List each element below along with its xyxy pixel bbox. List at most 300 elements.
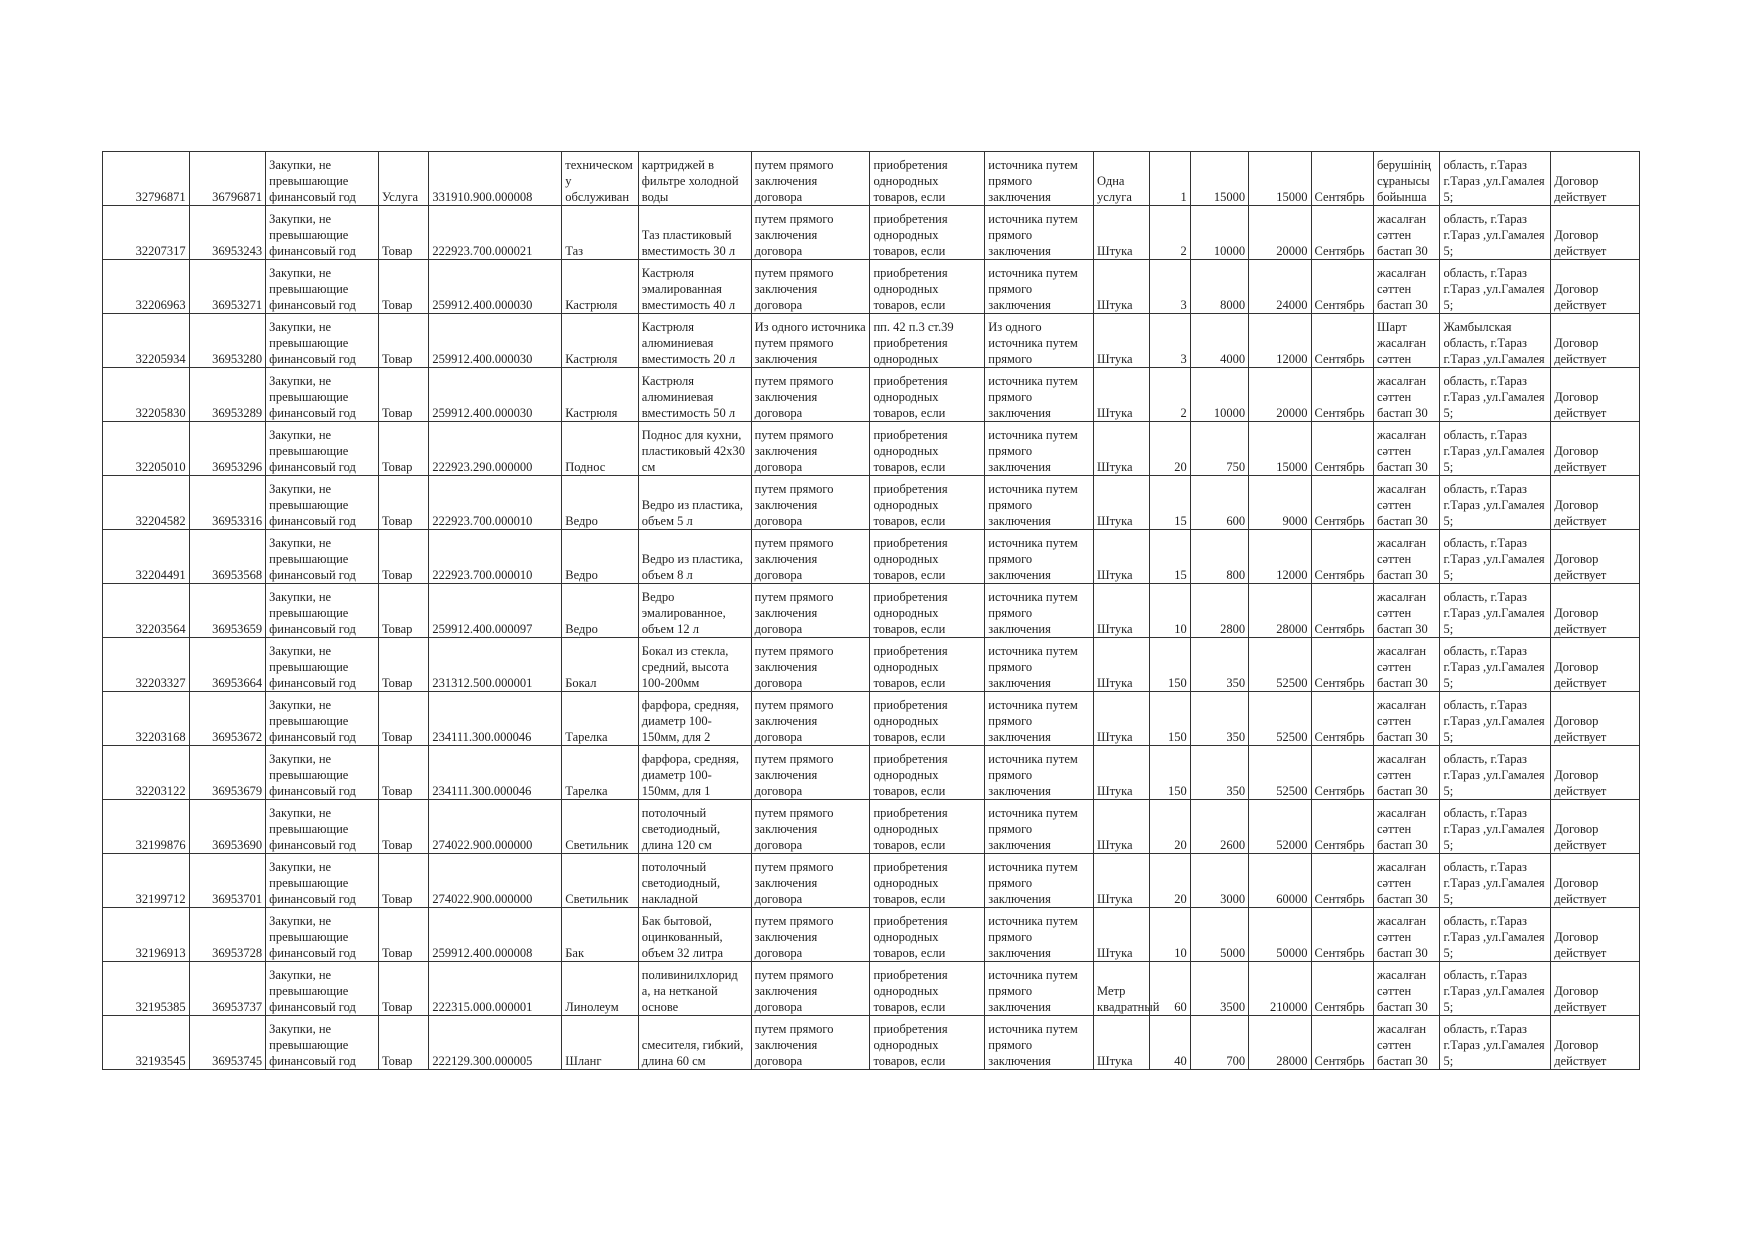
table-cell: область, г.Тараз г.Тараз ,ул.Гамалея 5;	[1440, 962, 1551, 1016]
table-cell: Товар	[378, 692, 428, 746]
table-cell: 12000	[1249, 314, 1311, 368]
table-cell: 28000	[1249, 584, 1311, 638]
table-cell: 36796871	[189, 152, 266, 206]
table-cell: Товар	[378, 584, 428, 638]
table-cell: Одна услуга	[1094, 152, 1150, 206]
table-cell: Договор действует	[1551, 368, 1640, 422]
table-cell: 32205934	[103, 314, 190, 368]
table-cell: 32205830	[103, 368, 190, 422]
table-cell: область, г.Тараз г.Тараз ,ул.Гамалея 5;	[1440, 908, 1551, 962]
table-cell: путем прямого заключения договора	[751, 530, 870, 584]
table-cell: Ведро из пластика, объем 8 л	[638, 530, 751, 584]
table-cell: 52500	[1249, 746, 1311, 800]
table-cell: Закупки, не превышающие финансовый год	[266, 800, 379, 854]
table-cell: 52000	[1249, 800, 1311, 854]
table-cell: Закупки, не превышающие финансовый год	[266, 368, 379, 422]
table-cell: Кастрюля эмалированная вместимость 40 л	[638, 260, 751, 314]
table-row	[103, 422, 1640, 476]
table-cell: 20	[1150, 854, 1190, 908]
table-cell: Сентябрь	[1311, 692, 1373, 746]
table-cell: источника путем прямого заключения	[985, 854, 1094, 908]
table-cell: путем прямого заключения договора	[751, 422, 870, 476]
table-cell: источника путем прямого заключения	[985, 476, 1094, 530]
table-cell: 32204582	[103, 476, 190, 530]
table-cell: 3	[1150, 260, 1190, 314]
table-cell: Сентябрь	[1311, 314, 1373, 368]
table-cell: 274022.900.000000	[429, 800, 562, 854]
table-cell: Бак	[562, 908, 639, 962]
table-cell: путем прямого заключения договора	[751, 152, 870, 206]
table-cell: Жамбылская область, г.Тараз г.Тараз ,ул.Гамалея	[1440, 314, 1551, 368]
table-cell: источника путем прямого заключения	[985, 152, 1094, 206]
table-cell: 3	[1150, 314, 1190, 368]
table-cell: смесителя, гибкий, длина 60 см	[638, 1016, 751, 1070]
table-cell: путем прямого заключения договора	[751, 584, 870, 638]
table-cell: путем прямого заключения договора	[751, 746, 870, 800]
table-cell: потолочный светодиодный, накладной	[638, 854, 751, 908]
table-cell: 222923.290.000000	[429, 422, 562, 476]
table-cell: источника путем прямого заключения	[985, 908, 1094, 962]
table-cell: 10000	[1190, 206, 1248, 260]
table-cell: 222315.000.000001	[429, 962, 562, 1016]
table-row	[103, 962, 1640, 1016]
table-cell: 10	[1150, 584, 1190, 638]
table-cell: Штука	[1094, 260, 1150, 314]
table-row	[103, 908, 1640, 962]
table-cell: Сентябрь	[1311, 206, 1373, 260]
table-cell: Закупки, не превышающие финансовый год	[266, 638, 379, 692]
table-cell: 150	[1150, 746, 1190, 800]
table-cell: Поднос	[562, 422, 639, 476]
table-cell: источника путем прямого заключения	[985, 800, 1094, 854]
table-cell: 36953745	[189, 1016, 266, 1070]
table-cell: Товар	[378, 260, 428, 314]
table-cell: Закупки, не превышающие финансовый год	[266, 908, 379, 962]
table-cell: Договор действует	[1551, 422, 1640, 476]
table-cell: Бокал из стекла, средний, высота 100-200мм	[638, 638, 751, 692]
table-cell: 36953568	[189, 530, 266, 584]
table-cell: Таз	[562, 206, 639, 260]
table-cell: Договор действует	[1551, 962, 1640, 1016]
table-cell: источника путем прямого заключения	[985, 422, 1094, 476]
table-cell: Бак бытовой, оцинкованный, объем 32 литра	[638, 908, 751, 962]
table-cell: 350	[1190, 692, 1248, 746]
table-cell: область, г.Тараз г.Тараз ,ул.Гамалея 5;	[1440, 152, 1551, 206]
table-cell: 32203564	[103, 584, 190, 638]
table-cell: 2	[1150, 206, 1190, 260]
table-cell: 60000	[1249, 854, 1311, 908]
table-cell: Закупки, не превышающие финансовый год	[266, 152, 379, 206]
table-cell: область, г.Тараз г.Тараз ,ул.Гамалея 5;	[1440, 746, 1551, 800]
table-cell: Сентябрь	[1311, 854, 1373, 908]
table-cell: 259912.400.000008	[429, 908, 562, 962]
table-cell: картриджей в фильтре холодной воды	[638, 152, 751, 206]
table-cell: 36953679	[189, 746, 266, 800]
table-cell: Товар	[378, 908, 428, 962]
table-cell: жасалған сәттен бастап 30	[1373, 368, 1439, 422]
table-cell: Из одного источника путем прямого	[985, 314, 1094, 368]
table-cell: путем прямого заключения договора	[751, 692, 870, 746]
table-cell: Сентябрь	[1311, 962, 1373, 1016]
table-cell: Поднос для кухни, пластиковый 42х30 см	[638, 422, 751, 476]
table-cell: область, г.Тараз г.Тараз ,ул.Гамалея 5;	[1440, 476, 1551, 530]
table-cell: источника путем прямого заключения	[985, 962, 1094, 1016]
table-cell: 12000	[1249, 530, 1311, 584]
table-cell: Договор действует	[1551, 476, 1640, 530]
table-cell: Закупки, не превышающие финансовый год	[266, 1016, 379, 1070]
table-cell: Кастрюля	[562, 368, 639, 422]
table-cell: Договор действует	[1551, 854, 1640, 908]
table-cell: источника путем прямого заключения	[985, 368, 1094, 422]
table-cell: приобретения однородных товаров, если	[870, 962, 985, 1016]
table-cell: Закупки, не превышающие финансовый год	[266, 530, 379, 584]
table-cell: 15000	[1249, 422, 1311, 476]
table-cell: 20	[1150, 800, 1190, 854]
table-cell: 331910.900.000008	[429, 152, 562, 206]
table-cell: жасалған сәттен бастап 30	[1373, 746, 1439, 800]
table-cell: приобретения однородных товаров, если	[870, 422, 985, 476]
table-cell: 32203168	[103, 692, 190, 746]
table-cell: область, г.Тараз г.Тараз ,ул.Гамалея 5;	[1440, 260, 1551, 314]
table-cell: Из одного источника путем прямого заключения	[751, 314, 870, 368]
table-cell: 36953316	[189, 476, 266, 530]
table-cell: 32796871	[103, 152, 190, 206]
table-cell: 36953728	[189, 908, 266, 962]
table-cell: фарфора, средняя, диаметр 100-150мм, для 1	[638, 746, 751, 800]
table-cell: Штука	[1094, 476, 1150, 530]
table-cell: 20000	[1249, 368, 1311, 422]
table-row	[103, 692, 1640, 746]
table-cell: Товар	[378, 854, 428, 908]
table-cell: 3000	[1190, 854, 1248, 908]
table-cell: 36953296	[189, 422, 266, 476]
table-cell: 15	[1150, 530, 1190, 584]
table-cell: Договор действует	[1551, 260, 1640, 314]
table-cell: Сентябрь	[1311, 584, 1373, 638]
table-cell: жасалған сәттен бастап 30	[1373, 260, 1439, 314]
table-cell: Договор действует	[1551, 692, 1640, 746]
table-cell: жасалған сәттен бастап 30	[1373, 908, 1439, 962]
table-cell: 28000	[1249, 1016, 1311, 1070]
table-row	[103, 854, 1640, 908]
table-cell: берушінің сұранысы бойынша	[1373, 152, 1439, 206]
table-cell: пп. 42 п.3 ст.39 приобретения однородных	[870, 314, 985, 368]
table-cell: путем прямого заключения договора	[751, 962, 870, 1016]
table-cell: 2600	[1190, 800, 1248, 854]
table-cell: путем прямого заключения договора	[751, 368, 870, 422]
table-cell: источника путем прямого заключения	[985, 746, 1094, 800]
table-cell: Штука	[1094, 746, 1150, 800]
table-cell: Закупки, не превышающие финансовый год	[266, 692, 379, 746]
table-row	[103, 476, 1640, 530]
table-cell: 15	[1150, 476, 1190, 530]
table-cell: Ведро	[562, 476, 639, 530]
table-cell: 259912.400.000030	[429, 314, 562, 368]
table-cell: 259912.400.000030	[429, 368, 562, 422]
table-cell: Кастрюля алюминиевая вместимость 20 л	[638, 314, 751, 368]
table-cell: область, г.Тараз г.Тараз ,ул.Гамалея 5;	[1440, 584, 1551, 638]
table-cell: приобретения однородных товаров, если	[870, 1016, 985, 1070]
table-cell: 32196913	[103, 908, 190, 962]
table-cell: Услуга	[378, 152, 428, 206]
table-cell: приобретения однородных товаров, если	[870, 368, 985, 422]
table-cell: Тарелка	[562, 692, 639, 746]
table-row	[103, 1016, 1640, 1070]
table-cell: Товар	[378, 206, 428, 260]
table-cell: область, г.Тараз г.Тараз ,ул.Гамалея 5;	[1440, 1016, 1551, 1070]
table-cell: Линолеум	[562, 962, 639, 1016]
table-cell: 4000	[1190, 314, 1248, 368]
table-body	[103, 152, 1640, 1070]
table-row	[103, 800, 1640, 854]
table-cell: Договор действует	[1551, 206, 1640, 260]
table-cell: Товар	[378, 746, 428, 800]
table-cell: 20	[1150, 422, 1190, 476]
table-cell: Кастрюля алюминиевая вместимость 50 л	[638, 368, 751, 422]
table-cell: Договор действует	[1551, 638, 1640, 692]
table-cell: путем прямого заключения договора	[751, 476, 870, 530]
table-cell: область, г.Тараз г.Тараз ,ул.Гамалея 5;	[1440, 422, 1551, 476]
table-cell: Метр квадратный	[1094, 962, 1150, 1016]
table-cell: Закупки, не превышающие финансовый год	[266, 854, 379, 908]
table-cell: 222129.300.000005	[429, 1016, 562, 1070]
table-cell: 10000	[1190, 368, 1248, 422]
table-row	[103, 206, 1640, 260]
table-cell: Договор действует	[1551, 746, 1640, 800]
table-cell: 36953659	[189, 584, 266, 638]
table-cell: источника путем прямого заключения	[985, 692, 1094, 746]
table-cell: приобретения однородных товаров, если	[870, 584, 985, 638]
table-cell: Товар	[378, 800, 428, 854]
table-cell: Сентябрь	[1311, 368, 1373, 422]
table-cell: 15000	[1249, 152, 1311, 206]
table-cell: Штука	[1094, 530, 1150, 584]
table-cell: Товар	[378, 1016, 428, 1070]
table-cell: Закупки, не превышающие финансовый год	[266, 746, 379, 800]
table-cell: Договор действует	[1551, 314, 1640, 368]
table-cell: фарфора, средняя, диаметр 100-150мм, для 2	[638, 692, 751, 746]
table-cell: Товар	[378, 422, 428, 476]
table-cell: приобретения однородных товаров, если	[870, 530, 985, 584]
table-cell: 50000	[1249, 908, 1311, 962]
table-cell: 52500	[1249, 638, 1311, 692]
table-cell: 32204491	[103, 530, 190, 584]
table-cell: Штука	[1094, 692, 1150, 746]
table-row	[103, 260, 1640, 314]
table-row	[103, 530, 1640, 584]
table-cell: Штука	[1094, 638, 1150, 692]
table-cell: Договор действует	[1551, 800, 1640, 854]
table-cell: 800	[1190, 530, 1248, 584]
table-cell: Ведро из пластика, объем 5 л	[638, 476, 751, 530]
table-cell: 40	[1150, 1016, 1190, 1070]
table-cell: 150	[1150, 692, 1190, 746]
table-cell: Сентябрь	[1311, 638, 1373, 692]
table-cell: техническом у обслуживан	[562, 152, 639, 206]
table-cell: Штука	[1094, 314, 1150, 368]
table-cell: Ведро эмалированное, объем 12 л	[638, 584, 751, 638]
table-cell: путем прямого заключения договора	[751, 1016, 870, 1070]
table-cell: жасалған сәттен бастап 30	[1373, 530, 1439, 584]
table-cell: жасалған сәттен бастап 30	[1373, 854, 1439, 908]
table-cell: Ведро	[562, 584, 639, 638]
table-cell: 234111.300.000046	[429, 692, 562, 746]
table-cell: приобретения однородных товаров, если	[870, 692, 985, 746]
table-cell: жасалған сәттен бастап 30	[1373, 638, 1439, 692]
table-cell: Штука	[1094, 368, 1150, 422]
table-cell: Штука	[1094, 800, 1150, 854]
table-row	[103, 638, 1640, 692]
table-cell: приобретения однородных товаров, если	[870, 260, 985, 314]
table-cell: путем прямого заключения договора	[751, 206, 870, 260]
table-cell: Штука	[1094, 206, 1150, 260]
table-row	[103, 584, 1640, 638]
table-cell: путем прямого заключения договора	[751, 908, 870, 962]
table-cell: 32203327	[103, 638, 190, 692]
table-cell: Договор действует	[1551, 584, 1640, 638]
table-cell: 231312.500.000001	[429, 638, 562, 692]
table-cell: Закупки, не превышающие финансовый год	[266, 584, 379, 638]
table-cell: 36953271	[189, 260, 266, 314]
table-cell: 32203122	[103, 746, 190, 800]
table-cell: Сентябрь	[1311, 260, 1373, 314]
table-cell: 20000	[1249, 206, 1311, 260]
table-cell: область, г.Тараз г.Тараз ,ул.Гамалея 5;	[1440, 368, 1551, 422]
table-cell: 2800	[1190, 584, 1248, 638]
table-cell: потолочный светодиодный, длина 120 см	[638, 800, 751, 854]
table-cell: 750	[1190, 422, 1248, 476]
table-cell: Закупки, не превышающие финансовый год	[266, 314, 379, 368]
table-cell: Закупки, не превышающие финансовый год	[266, 422, 379, 476]
table-cell: Шарт жасалған сәттен	[1373, 314, 1439, 368]
table-cell: Сентябрь	[1311, 1016, 1373, 1070]
table-cell: 32199876	[103, 800, 190, 854]
table-cell: Кастрюля	[562, 314, 639, 368]
table-cell: приобретения однородных товаров, если	[870, 746, 985, 800]
table-cell: 32205010	[103, 422, 190, 476]
table-cell: Товар	[378, 638, 428, 692]
table-cell: жасалған сәттен бастап 30	[1373, 422, 1439, 476]
table-cell: 259912.400.000030	[429, 260, 562, 314]
table-cell: 60	[1150, 962, 1190, 1016]
table-cell: 24000	[1249, 260, 1311, 314]
table-cell: Товар	[378, 368, 428, 422]
table-cell: 600	[1190, 476, 1248, 530]
table-cell: Штука	[1094, 908, 1150, 962]
table-cell: 36953280	[189, 314, 266, 368]
table-cell: приобретения однородных товаров, если	[870, 908, 985, 962]
table-cell: путем прямого заключения договора	[751, 854, 870, 908]
table-cell: Кастрюля	[562, 260, 639, 314]
table-row	[103, 746, 1640, 800]
table-cell: жасалған сәттен бастап 30	[1373, 962, 1439, 1016]
table-cell: источника путем прямого заключения	[985, 584, 1094, 638]
table-cell: Сентябрь	[1311, 746, 1373, 800]
table-cell: 350	[1190, 638, 1248, 692]
table-cell: Закупки, не превышающие финансовый год	[266, 206, 379, 260]
table-cell: 3500	[1190, 962, 1248, 1016]
table-cell: 36953289	[189, 368, 266, 422]
table-cell: приобретения однородных товаров, если	[870, 206, 985, 260]
table-cell: Сентябрь	[1311, 908, 1373, 962]
table-cell: область, г.Тараз г.Тараз ,ул.Гамалея 5;	[1440, 530, 1551, 584]
table-cell: приобретения однородных товаров, если	[870, 152, 985, 206]
table-cell: 32199712	[103, 854, 190, 908]
table-cell: 222923.700.000010	[429, 476, 562, 530]
table-cell: область, г.Тараз г.Тараз ,ул.Гамалея 5;	[1440, 800, 1551, 854]
table-cell: 2	[1150, 368, 1190, 422]
table-cell: путем прямого заключения договора	[751, 800, 870, 854]
table-cell: Ведро	[562, 530, 639, 584]
table-cell: путем прямого заключения договора	[751, 260, 870, 314]
table-cell: Шланг	[562, 1016, 639, 1070]
table-cell: Закупки, не превышающие финансовый год	[266, 476, 379, 530]
table-cell: 36953737	[189, 962, 266, 1016]
table-cell: жасалған сәттен бастап 30	[1373, 800, 1439, 854]
table-cell: 350	[1190, 746, 1248, 800]
table-cell: область, г.Тараз г.Тараз ,ул.Гамалея 5;	[1440, 206, 1551, 260]
table-cell: 8000	[1190, 260, 1248, 314]
procurement-table	[102, 151, 1640, 1070]
table-cell: 52500	[1249, 692, 1311, 746]
table-cell: Штука	[1094, 422, 1150, 476]
table-cell: Светильник	[562, 800, 639, 854]
table-cell: Закупки, не превышающие финансовый год	[266, 962, 379, 1016]
table-cell: 274022.900.000000	[429, 854, 562, 908]
table-cell: 700	[1190, 1016, 1248, 1070]
table-cell: 36953672	[189, 692, 266, 746]
table-cell: приобретения однородных товаров, если	[870, 476, 985, 530]
table-cell: 36953690	[189, 800, 266, 854]
table-cell: 15000	[1190, 152, 1248, 206]
table-row	[103, 368, 1640, 422]
table-cell: 210000	[1249, 962, 1311, 1016]
table-cell: источника путем прямого заключения	[985, 1016, 1094, 1070]
table-cell: Сентябрь	[1311, 530, 1373, 584]
table-cell: 222923.700.000021	[429, 206, 562, 260]
table-cell: Договор действует	[1551, 1016, 1640, 1070]
table-cell: Договор действует	[1551, 530, 1640, 584]
table-cell: 150	[1150, 638, 1190, 692]
table-cell: Штука	[1094, 1016, 1150, 1070]
table-cell: Договор действует	[1551, 152, 1640, 206]
table-cell: 36953664	[189, 638, 266, 692]
table-cell: Договор действует	[1551, 908, 1640, 962]
table-cell: 32195385	[103, 962, 190, 1016]
table-cell: Штука	[1094, 854, 1150, 908]
table-cell: Товар	[378, 530, 428, 584]
table-cell: 32193545	[103, 1016, 190, 1070]
table-cell: приобретения однородных товаров, если	[870, 854, 985, 908]
table-cell: жасалған сәттен бастап 30	[1373, 692, 1439, 746]
table-row	[103, 152, 1640, 206]
table-cell: Сентябрь	[1311, 800, 1373, 854]
table-cell: 36953701	[189, 854, 266, 908]
table-cell: Таз пластиковый вместимость 30 л	[638, 206, 751, 260]
table-cell: 222923.700.000010	[429, 530, 562, 584]
table-cell: 36953243	[189, 206, 266, 260]
table-cell: область, г.Тараз г.Тараз ,ул.Гамалея 5;	[1440, 638, 1551, 692]
table-cell: Штука	[1094, 584, 1150, 638]
table-cell: Товар	[378, 962, 428, 1016]
table-cell: 10	[1150, 908, 1190, 962]
table-cell: Тарелка	[562, 746, 639, 800]
table-cell: жасалған сәттен бастап 30	[1373, 1016, 1439, 1070]
table-cell: путем прямого заключения договора	[751, 638, 870, 692]
table-cell: Сентябрь	[1311, 152, 1373, 206]
table-cell: источника путем прямого заключения	[985, 260, 1094, 314]
table-cell: область, г.Тараз г.Тараз ,ул.Гамалея 5;	[1440, 692, 1551, 746]
